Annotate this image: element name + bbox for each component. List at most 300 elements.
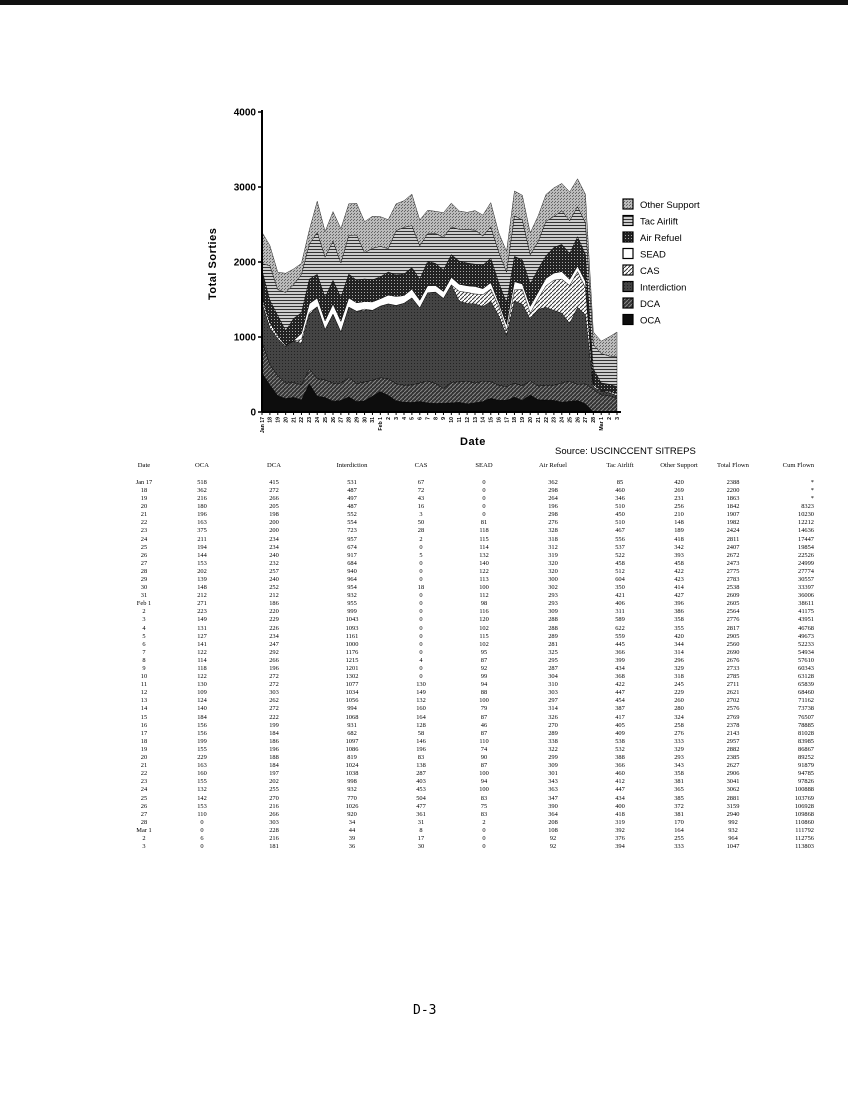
table-cell: 409: [615, 729, 625, 737]
table-cell: 376: [615, 834, 625, 842]
table-cell: 132: [197, 786, 207, 794]
table-cell: 0: [419, 575, 423, 583]
table-cell: 30: [417, 843, 425, 851]
table-cell: 127: [197, 632, 207, 640]
table-cell: 155: [197, 778, 207, 786]
x-tick-label: 27: [583, 417, 590, 423]
x-tick-label: 10: [449, 417, 456, 423]
table-cell: 234: [269, 543, 279, 551]
table-row: [118, 528, 816, 536]
table-cell: 2811: [726, 535, 740, 543]
table-cell: 467: [615, 527, 625, 535]
table-cell: 27: [140, 810, 148, 818]
x-tick-label: 24: [559, 417, 566, 423]
table-cell: 130: [416, 681, 426, 689]
table-cell: 554: [347, 519, 357, 527]
table-cell: 44: [348, 826, 356, 834]
table-cell: 333: [674, 737, 684, 745]
table-row: [118, 803, 816, 811]
table-cell: 257: [269, 567, 279, 575]
table-cell: 1863: [726, 495, 740, 503]
table-row: [118, 503, 816, 511]
table-cell: 199: [197, 737, 207, 745]
column-header: Other Support: [660, 462, 698, 469]
table-cell: 2905: [726, 632, 740, 640]
table-cell: 128: [416, 721, 426, 729]
table-cell: 319: [615, 818, 625, 826]
table-cell: 309: [548, 608, 558, 616]
x-tick-label: 22: [543, 417, 550, 423]
table-cell: 29: [140, 575, 148, 583]
x-tick-label: 2: [386, 417, 393, 420]
table-cell: 458: [615, 559, 625, 567]
table-cell: 22526: [798, 551, 814, 559]
table-cell: 303: [269, 689, 279, 697]
table-cell: 164: [416, 713, 426, 721]
table-cell: 293: [548, 592, 558, 600]
table-row: [118, 714, 816, 722]
legend-swatch-sead: [623, 249, 633, 259]
table-cell: 450: [615, 511, 625, 519]
legend-label-oca: OCA: [640, 315, 661, 327]
table-cell: 559: [615, 632, 625, 640]
table-cell: 355: [674, 624, 684, 632]
table-cell: 124: [197, 697, 207, 705]
table-cell: 375: [197, 527, 207, 535]
table-cell: 298: [548, 511, 558, 519]
table-cell: 303: [548, 689, 558, 697]
table-cell: 264: [548, 495, 558, 503]
table-cell: 293: [674, 754, 684, 762]
table-cell: 420: [674, 478, 684, 486]
column-header: CAS: [414, 462, 428, 469]
table-cell: 350: [615, 584, 625, 592]
table-cell: 917: [347, 551, 357, 559]
table-cell: 2605: [726, 600, 740, 608]
table-cell: 0: [419, 632, 423, 640]
table-row: [118, 495, 816, 503]
table-cell: 361: [416, 810, 426, 818]
table-cell: 156: [197, 729, 207, 737]
table-cell: 297: [548, 697, 558, 705]
table-cell: 2711: [726, 681, 740, 689]
legend-swatch-interdiction: [623, 282, 633, 292]
table-row: [118, 689, 816, 697]
table-cell: 8: [142, 656, 146, 664]
table-cell: 14636: [798, 527, 814, 535]
table-cell: 674: [347, 543, 357, 551]
table-cell: 2388: [726, 478, 740, 486]
legend-label-dca: DCA: [640, 299, 661, 310]
table-cell: 314: [548, 705, 558, 713]
table-cell: 3041: [726, 778, 740, 786]
table-cell: 0: [200, 843, 204, 851]
table-cell: 2621: [726, 689, 740, 697]
table-cell: 22: [140, 770, 148, 778]
table-cell: 325: [548, 648, 558, 656]
table-cell: 255: [674, 834, 684, 842]
table-cell: 18: [140, 737, 148, 745]
table-cell: 198: [269, 511, 279, 519]
table-cell: 25: [140, 543, 148, 551]
x-tick-label: 23: [307, 417, 314, 423]
column-header: DCA: [267, 462, 281, 469]
table-cell: 74: [480, 745, 488, 753]
table-cell: 298: [548, 486, 558, 494]
table-cell: 366: [615, 648, 625, 656]
legend-label-cas: CAS: [640, 266, 660, 277]
table-row: [118, 552, 816, 560]
table-cell: 2424: [726, 527, 740, 535]
table-cell: 186: [269, 600, 279, 608]
table-cell: 412: [615, 778, 625, 786]
table-cell: 200: [269, 527, 279, 535]
table-cell: 2: [142, 834, 146, 842]
x-tick-label: 19: [520, 417, 527, 423]
table-row: [118, 633, 816, 641]
table-cell: 287: [416, 770, 426, 778]
table-cell: 338: [548, 737, 558, 745]
table-cell: 385: [674, 794, 684, 802]
table-cell: 322: [548, 745, 558, 753]
table-cell: 31: [417, 818, 425, 826]
table-cell: 418: [674, 535, 684, 543]
table-cell: 295: [548, 656, 558, 664]
table-cell: 2769: [726, 713, 740, 721]
table-cell: 196: [269, 665, 279, 672]
x-tick-label: 28: [346, 417, 353, 423]
table-cell: 2385: [726, 754, 740, 762]
table-cell: 22: [140, 519, 148, 527]
table-cell: 181: [269, 843, 279, 851]
table-cell: 0: [200, 818, 204, 826]
table-cell: 71162: [798, 697, 814, 705]
table-cell: 994: [347, 705, 357, 713]
table-cell: 932: [347, 592, 357, 600]
table-cell: 110860: [795, 818, 814, 826]
table-cell: 229: [674, 689, 684, 697]
table-cell: 537: [615, 543, 625, 551]
table-cell: 142: [197, 794, 207, 802]
table-cell: 148: [674, 519, 684, 527]
table-cell: 19: [140, 495, 148, 503]
x-tick-label: 24: [315, 417, 322, 423]
table-cell: 406: [615, 600, 625, 608]
table-cell: 0: [482, 495, 486, 503]
y-tick-label: 0: [250, 407, 256, 419]
table-cell: 196: [548, 503, 558, 511]
table-cell: 347: [548, 794, 558, 802]
table-cell: 504: [416, 794, 426, 802]
table-cell: 39: [348, 834, 356, 842]
table-cell: 110: [479, 737, 489, 745]
table-cell: 289: [548, 632, 558, 640]
table-cell: 197: [269, 770, 279, 778]
table-cell: 622: [615, 624, 625, 632]
table-cell: 13: [140, 697, 148, 705]
table-cell: 1038: [345, 770, 359, 778]
table-cell: 1000: [345, 640, 359, 648]
table-cell: 229: [197, 754, 207, 762]
table-cell: 2882: [726, 745, 740, 753]
table-cell: 189: [674, 527, 684, 535]
table-row: [118, 609, 816, 617]
table-cell: 90: [480, 754, 488, 762]
table-cell: 497: [347, 495, 357, 503]
table-cell: 421: [615, 592, 625, 600]
table-row: [118, 544, 816, 552]
table-cell: 396: [674, 600, 684, 608]
table-cell: 2200: [726, 486, 740, 494]
table-row: [118, 519, 816, 527]
table-cell: 280: [674, 705, 684, 713]
table-cell: 164: [674, 826, 684, 834]
table-cell: 256: [674, 503, 684, 511]
table-cell: 329: [674, 665, 684, 672]
table-cell: 73738: [798, 705, 814, 713]
table-cell: 1056: [345, 697, 359, 705]
table-cell: 33397: [798, 584, 814, 592]
y-axis-title: Total Sorties: [207, 227, 219, 300]
table-cell: 319: [548, 551, 558, 559]
table-row: [118, 617, 816, 625]
table-cell: 310: [548, 681, 558, 689]
table-cell: 272: [269, 673, 279, 681]
table-cell: 400: [615, 802, 625, 810]
table-cell: *: [810, 495, 814, 503]
table-cell: 36006: [798, 592, 814, 600]
table-cell: 97826: [798, 778, 814, 786]
table-cell: 364: [548, 810, 558, 818]
table-cell: 115: [479, 632, 489, 640]
table-cell: 21: [140, 762, 148, 770]
table-row: [118, 665, 816, 673]
table-cell: 16: [417, 503, 425, 511]
table-cell: 220: [269, 608, 279, 616]
table-cell: 94785: [798, 770, 814, 778]
table-row: [118, 479, 816, 487]
table-cell: 301: [548, 770, 558, 778]
table-cell: 92: [549, 843, 557, 851]
table-cell: 54934: [798, 648, 814, 656]
x-tick-label: Feb 1: [378, 417, 385, 431]
table-cell: 1982: [726, 519, 740, 527]
table-cell: 311: [615, 608, 625, 616]
table-cell: 1077: [345, 681, 359, 689]
table-cell: 296: [674, 656, 684, 664]
table-cell: 366: [615, 762, 625, 770]
table-cell: 2957: [726, 737, 740, 745]
table-cell: 87: [480, 713, 488, 721]
table-cell: 155: [197, 745, 207, 753]
table-cell: 518: [197, 478, 207, 486]
table-cell: 79: [480, 705, 488, 713]
table-cell: 932: [728, 826, 738, 834]
table-cell: 931: [347, 721, 357, 729]
x-tick-label: 22: [299, 417, 306, 423]
table-cell: 184: [269, 762, 279, 770]
table-cell: 19854: [798, 543, 814, 551]
table-cell: 114: [197, 656, 207, 664]
table-cell: 247: [269, 640, 279, 648]
table-cell: 149: [416, 689, 426, 697]
table-cell: 684: [347, 559, 357, 567]
table-row: [118, 641, 816, 649]
table-row: [118, 795, 816, 803]
table-cell: 211: [197, 535, 207, 543]
table-cell: 954: [347, 584, 357, 592]
table-cell: 447: [615, 689, 625, 697]
table-cell: 83: [480, 810, 488, 818]
x-tick-label: 21: [535, 417, 542, 423]
table-cell: 262: [269, 697, 279, 705]
table-cell: 15: [140, 713, 148, 721]
table-cell: 222: [269, 713, 279, 721]
table-cell: 957: [347, 535, 357, 543]
table-cell: 78885: [798, 721, 814, 729]
table-cell: 682: [347, 729, 357, 737]
table-row: [118, 560, 816, 568]
table-cell: 418: [615, 810, 625, 818]
x-tick-label: 30: [362, 417, 369, 423]
table-cell: 343: [674, 762, 684, 770]
table-row: [118, 819, 816, 827]
table-cell: 0: [419, 592, 423, 600]
table-cell: 120: [479, 616, 489, 624]
table-cell: 1161: [345, 632, 359, 640]
table-cell: 31: [140, 592, 148, 600]
table-cell: 1097: [345, 737, 359, 745]
table-cell: 4: [419, 656, 423, 664]
table-cell: 27774: [798, 567, 814, 575]
table-cell: 122: [197, 648, 207, 656]
table-cell: 392: [615, 826, 625, 834]
table-cell: 88: [480, 689, 488, 697]
table-cell: 46768: [798, 624, 814, 632]
table-cell: 460: [615, 770, 625, 778]
table-row: [118, 584, 816, 592]
table-cell: 0: [482, 503, 486, 511]
table-cell: 14: [140, 705, 148, 713]
table-cell: 21: [140, 511, 148, 519]
table-cell: 293: [548, 600, 558, 608]
table-cell: 1024: [345, 762, 359, 770]
table-cell: 3: [419, 511, 423, 519]
table-cell: 999: [347, 608, 357, 616]
table-cell: 231: [674, 495, 684, 503]
column-header: SEAD: [475, 462, 493, 469]
table-cell: 365: [674, 786, 684, 794]
table-row: [118, 827, 816, 835]
table-cell: 2672: [726, 551, 740, 559]
table-cell: 81: [480, 519, 488, 527]
table-cell: 510: [615, 519, 625, 527]
table-cell: 458: [674, 559, 684, 567]
table-cell: 920: [347, 810, 357, 818]
table-cell: 299: [548, 754, 558, 762]
legend-label-tac-airlift: Tac Airlift: [640, 216, 679, 228]
table-cell: 344: [674, 640, 684, 648]
x-tick-label: 9: [441, 417, 448, 420]
column-header: OCA: [195, 462, 209, 469]
table-cell: 24999: [798, 559, 814, 567]
table-cell: 108: [548, 826, 558, 834]
table-cell: 318: [674, 673, 684, 681]
table-cell: 148: [197, 584, 207, 592]
table-cell: 75: [480, 802, 488, 810]
table-cell: 292: [269, 648, 279, 656]
table-cell: 0: [419, 648, 423, 656]
table-row: [118, 706, 816, 714]
table-row: [118, 843, 816, 851]
x-tick-label: 12: [464, 417, 471, 423]
table-cell: 333: [674, 843, 684, 851]
table-cell: 343: [548, 778, 558, 786]
table-cell: 28: [140, 567, 148, 575]
table-cell: 387: [615, 705, 625, 713]
table-cell: 1034: [345, 689, 359, 697]
table-cell: 208: [548, 818, 558, 826]
table-cell: 86867: [798, 745, 814, 753]
table-row: [118, 738, 816, 746]
table-cell: 0: [482, 486, 486, 494]
table-cell: 245: [674, 681, 684, 689]
table-cell: 153: [197, 559, 207, 567]
table-cell: 30: [140, 584, 148, 592]
table-cell: 510: [615, 503, 625, 511]
table-cell: 258: [674, 721, 684, 729]
table-row: [118, 681, 816, 689]
table-cell: 453: [416, 786, 426, 794]
y-tick-label: 2000: [233, 257, 256, 269]
table-cell: 2143: [726, 729, 740, 737]
table-cell: 0: [419, 600, 423, 608]
table-row: [118, 787, 816, 795]
table-cell: 65839: [798, 681, 814, 689]
column-header: Date: [137, 462, 151, 469]
table-cell: 2: [419, 535, 423, 543]
source-note: Source: USCINCCENT SITREPS: [555, 446, 696, 457]
table-cell: 72: [417, 486, 425, 494]
table-cell: 92: [480, 665, 488, 672]
table-cell: 7: [142, 648, 146, 656]
table-cell: 538: [615, 737, 625, 745]
table-cell: 414: [674, 584, 684, 592]
table-cell: 223: [197, 608, 207, 616]
table-cell: 276: [674, 729, 684, 737]
table-cell: 454: [615, 697, 625, 705]
table-cell: 131: [197, 624, 207, 632]
table-cell: 2940: [726, 810, 740, 818]
table-cell: 487: [347, 503, 357, 511]
x-tick-label: 25: [567, 417, 574, 423]
table-cell: 0: [419, 673, 423, 681]
table-cell: 422: [615, 681, 625, 689]
column-header: Air Refuel: [538, 462, 567, 469]
table-cell: 358: [674, 616, 684, 624]
table-cell: 381: [674, 810, 684, 818]
table-cell: 0: [482, 478, 486, 486]
legend-swatch-tac-airlift: [623, 216, 633, 226]
table-cell: 723: [347, 527, 357, 535]
table-cell: 1068: [345, 713, 359, 721]
table-row: [118, 770, 816, 778]
table-cell: 2733: [726, 665, 740, 672]
table-cell: 5: [419, 551, 423, 559]
table-cell: 1093: [345, 624, 359, 632]
table-cell: 2676: [726, 656, 740, 664]
table-cell: 68460: [798, 689, 814, 697]
